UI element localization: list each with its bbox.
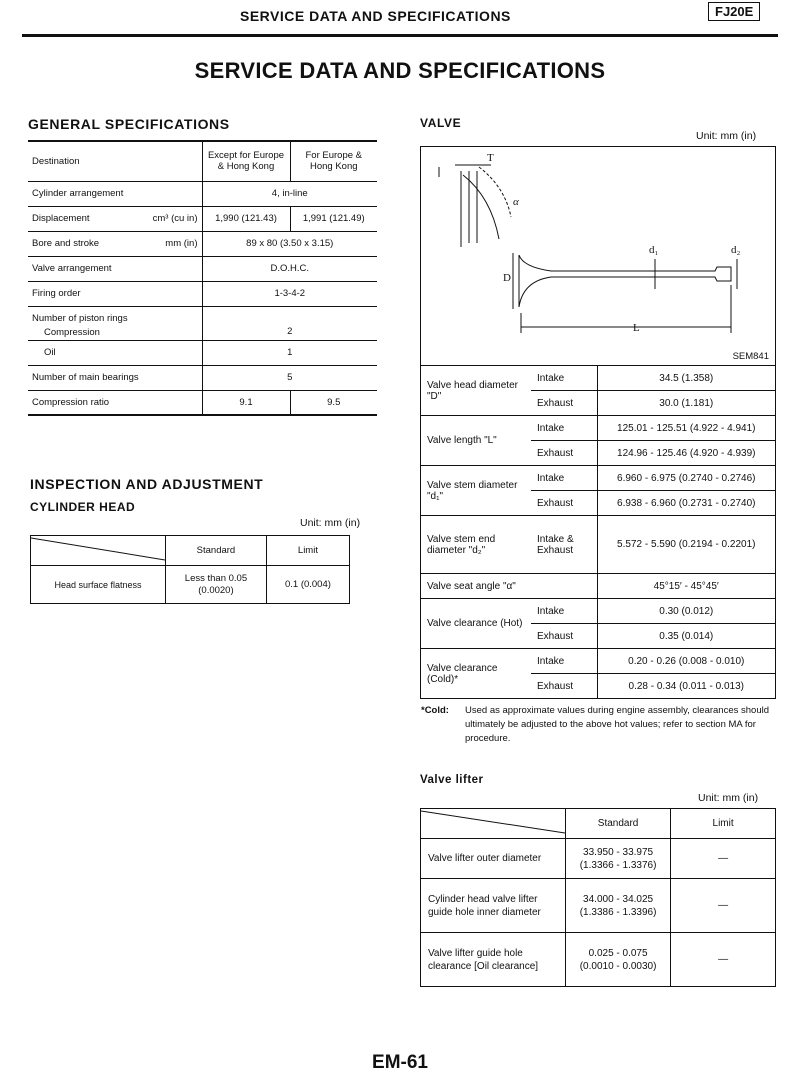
displacement-unit: cm³ (cu in) bbox=[152, 213, 198, 224]
exhaust-label: Exhaust bbox=[531, 391, 597, 416]
row-value: 1,990 (121.43) bbox=[202, 206, 290, 231]
section-code-badge: FJ20E bbox=[708, 2, 760, 21]
table-row bbox=[421, 879, 776, 933]
row-value: 45°15′ - 45°45′ bbox=[597, 574, 775, 599]
table-row bbox=[421, 649, 775, 674]
intake-label: Intake bbox=[531, 466, 597, 491]
col-header-limit: Limit bbox=[671, 809, 776, 839]
row-standard: 34.000 - 34.025 (1.3386 - 1.3396) bbox=[566, 879, 671, 933]
col-header-standard: Standard bbox=[566, 809, 671, 839]
table-row bbox=[421, 809, 776, 839]
inspection-heading: INSPECTION AND ADJUSTMENT bbox=[30, 476, 264, 492]
row-label bbox=[28, 206, 202, 231]
row-label: Valve stem end diameter "d₂" bbox=[421, 516, 531, 574]
label-D: D bbox=[503, 272, 511, 284]
row-value: 2 bbox=[202, 306, 377, 340]
table-row bbox=[421, 516, 775, 574]
row-label: Compression ratio bbox=[28, 390, 202, 415]
row-label: Valve arrangement bbox=[28, 256, 202, 281]
displacement-label: Displacement bbox=[32, 213, 90, 224]
table-row bbox=[421, 933, 776, 987]
piston-rings-label: Number of piston rings bbox=[32, 312, 128, 324]
table-row bbox=[28, 141, 377, 181]
row-label: Number of main bearings bbox=[28, 365, 202, 390]
row-standard: 33.950 - 33.975 (1.3366 - 1.3376) bbox=[566, 839, 671, 879]
diagonal-line bbox=[421, 809, 565, 835]
col-header-standard: Standard bbox=[166, 536, 267, 566]
row-value: 9.5 bbox=[290, 390, 377, 415]
table-row bbox=[28, 181, 377, 206]
row-value: 0.20 - 0.26 (0.008 - 0.010) bbox=[597, 649, 775, 674]
row-value: 5 bbox=[202, 365, 377, 390]
intake-exhaust-label: Intake & Exhaust bbox=[531, 516, 597, 574]
row-label: Cylinder arrangement bbox=[28, 181, 202, 206]
label-alpha: α bbox=[513, 196, 519, 208]
intake-label: Intake bbox=[531, 416, 597, 441]
table-row bbox=[28, 390, 377, 415]
row-value: 1-3-4-2 bbox=[202, 281, 377, 306]
row-value: 0.28 - 0.34 (0.011 - 0.013) bbox=[597, 674, 775, 699]
col-header-destination: Destination bbox=[28, 141, 202, 181]
table-row bbox=[28, 281, 377, 306]
cylinder-head-unit: Unit: mm (in) bbox=[300, 517, 361, 529]
diagonal-line bbox=[31, 536, 165, 562]
row-value: D.O.H.C. bbox=[202, 256, 377, 281]
table-row bbox=[28, 306, 377, 340]
table-row bbox=[421, 599, 775, 624]
label-d2: d₂ bbox=[731, 244, 741, 256]
footnote-key: *Cold: bbox=[421, 705, 449, 716]
row-standard: Less than 0.05 (0.0020) bbox=[166, 566, 267, 604]
row-value: 6.938 - 6.960 (0.2731 - 0.2740) bbox=[597, 491, 775, 516]
exhaust-label: Exhaust bbox=[531, 491, 597, 516]
row-value: 89 x 80 (3.50 x 3.15) bbox=[202, 231, 377, 256]
valve-lifter-table bbox=[420, 808, 776, 987]
oil-label: Oil bbox=[28, 340, 202, 365]
row-label: Firing order bbox=[28, 281, 202, 306]
valve-diagram bbox=[421, 147, 775, 365]
row-limit: — bbox=[671, 839, 776, 879]
row-value: 30.0 (1.181) bbox=[597, 391, 775, 416]
cold-footnote bbox=[421, 704, 776, 746]
header-rule bbox=[22, 34, 778, 37]
row-value: 34.5 (1.358) bbox=[597, 366, 775, 391]
table-row bbox=[421, 839, 776, 879]
row-value: 4, in-line bbox=[202, 181, 377, 206]
row-label: Valve lifter outer diameter bbox=[421, 839, 566, 879]
intake-label: Intake bbox=[531, 649, 597, 674]
row-limit: — bbox=[671, 933, 776, 987]
row-label: Valve stem diameter "d₁" bbox=[421, 466, 531, 516]
row-label bbox=[28, 231, 202, 256]
row-label: Valve lifter guide hole clearance [Oil clearance] bbox=[421, 933, 566, 987]
row-label: Head surface flatness bbox=[31, 566, 166, 604]
valve-spec-table bbox=[421, 365, 775, 699]
bore-unit: mm (in) bbox=[165, 238, 198, 249]
cylinder-head-table bbox=[30, 535, 350, 604]
table-row bbox=[28, 340, 377, 365]
page-title: SERVICE DATA AND SPECIFICATIONS bbox=[194, 58, 606, 83]
valve-spec-box bbox=[420, 146, 776, 699]
valve-heading: VALVE bbox=[420, 116, 462, 130]
compression-label: Compression bbox=[44, 326, 100, 338]
row-value: 124.96 - 125.46 (4.920 - 4.939) bbox=[597, 441, 775, 466]
row-limit: — bbox=[671, 879, 776, 933]
row-value: 9.1 bbox=[202, 390, 290, 415]
row-label: Valve clearance (Cold)* bbox=[421, 649, 531, 699]
col-header-europe: For Europe & Hong Kong bbox=[290, 141, 377, 181]
page-number: EM-61 bbox=[372, 1052, 428, 1073]
diagonal-header-cell bbox=[31, 536, 166, 566]
row-limit: 0.1 (0.004) bbox=[266, 566, 349, 604]
general-specs-table bbox=[28, 140, 377, 416]
footnote-text: Used as approximate values during engine assembly, clearances should ultimately be adjusted to the above hot values; refer to section MA for procedure. bbox=[465, 705, 769, 744]
table-row bbox=[421, 574, 775, 599]
row-value: 0.35 (0.014) bbox=[597, 624, 775, 649]
row-label: Cylinder head valve lifter guide hole inner diameter bbox=[421, 879, 566, 933]
label-T: T bbox=[487, 152, 494, 164]
label-L: L bbox=[633, 322, 640, 334]
row-label: Valve seat angle "α" bbox=[421, 574, 597, 599]
row-value: 0.30 (0.012) bbox=[597, 599, 775, 624]
general-specs-heading: GENERAL SPECIFICATIONS bbox=[28, 116, 230, 132]
row-label: Valve head diameter "D" bbox=[421, 366, 531, 416]
row-value: 125.01 - 125.51 (4.922 - 4.941) bbox=[597, 416, 775, 441]
table-row bbox=[421, 366, 775, 391]
row-value: 1 bbox=[202, 340, 377, 365]
valve-lifter-heading: Valve lifter bbox=[420, 774, 484, 786]
col-header-except: Except for Europe & Hong Kong bbox=[202, 141, 290, 181]
intake-label: Intake bbox=[531, 366, 597, 391]
intake-label: Intake bbox=[531, 599, 597, 624]
table-row bbox=[28, 365, 377, 390]
row-value: 5.572 - 5.590 (0.2194 - 0.2201) bbox=[597, 516, 775, 574]
label-d1: d₁ bbox=[649, 244, 659, 256]
exhaust-label: Exhaust bbox=[531, 441, 597, 466]
bore-label: Bore and stroke bbox=[32, 238, 100, 249]
table-row bbox=[28, 206, 377, 231]
valve-unit: Unit: mm (in) bbox=[696, 130, 757, 142]
table-row bbox=[421, 466, 775, 491]
figure-code: SEM841 bbox=[732, 351, 769, 362]
cylinder-head-heading: CYLINDER HEAD bbox=[30, 500, 136, 514]
valve-lifter-unit: Unit: mm (in) bbox=[698, 792, 759, 804]
exhaust-label: Exhaust bbox=[531, 624, 597, 649]
exhaust-label: Exhaust bbox=[531, 674, 597, 699]
table-row bbox=[28, 231, 377, 256]
table-row bbox=[31, 536, 350, 566]
diagonal-header-cell bbox=[421, 809, 566, 839]
table-row bbox=[31, 566, 350, 604]
row-label bbox=[28, 306, 202, 340]
row-value: 6.960 - 6.975 (0.2740 - 0.2746) bbox=[597, 466, 775, 491]
row-value: 1,991 (121.49) bbox=[290, 206, 377, 231]
table-row bbox=[28, 256, 377, 281]
row-standard: 0.025 - 0.075 (0.0010 - 0.0030) bbox=[566, 933, 671, 987]
table-row bbox=[421, 416, 775, 441]
row-label: Valve clearance (Hot) bbox=[421, 599, 531, 649]
col-header-limit: Limit bbox=[266, 536, 349, 566]
running-header: SERVICE DATA AND SPECIFICATIONS bbox=[240, 8, 511, 24]
row-label: Valve length "L" bbox=[421, 416, 531, 466]
